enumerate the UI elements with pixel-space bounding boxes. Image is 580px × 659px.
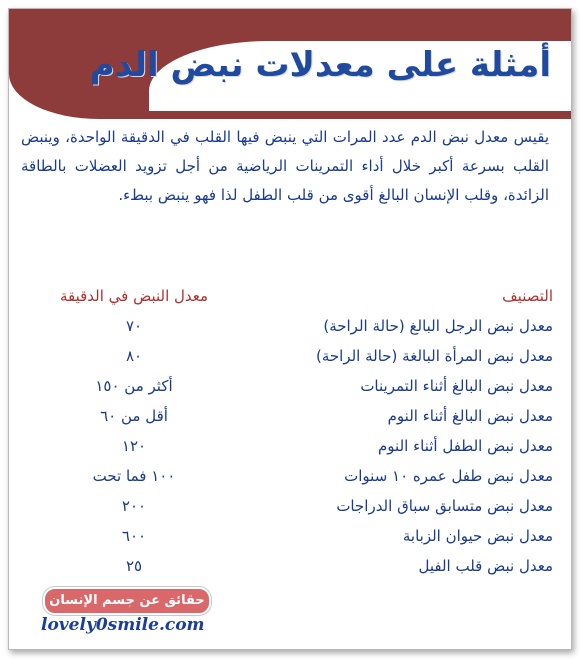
row-type: معدل نبض الطفل أثناء النوم [378, 437, 553, 455]
table-row [31, 311, 553, 341]
article-card [8, 8, 572, 650]
table-row [31, 371, 553, 401]
table-row [31, 431, 553, 461]
table-row [31, 491, 553, 521]
row-rate: أكثر من ١٥٠ [95, 377, 173, 395]
row-rate: ٢٥ [125, 557, 143, 575]
row-type: معدل نبض متسابق سباق الدراجات [336, 497, 553, 515]
logo-url: lovely0smile.com [41, 615, 205, 635]
table-row [31, 551, 553, 581]
row-rate: ٨٠ [125, 347, 143, 365]
table-row [31, 521, 553, 551]
row-type: معدل نبض البالغ أثناء التمرينات [360, 377, 553, 395]
row-type: معدل نبض الرجل البالغ (حالة الراحة) [323, 317, 553, 335]
table-row [31, 461, 553, 491]
table-row [31, 401, 553, 431]
row-rate: ٢٠٠ [121, 497, 147, 515]
row-rate: ٧٠ [125, 317, 143, 335]
logo-label: حقائق عن جسم الإنسان [43, 587, 211, 615]
pulse-rate-table [31, 281, 553, 581]
row-type: معدل نبض قلب الفيل [418, 557, 553, 575]
site-logo[interactable] [37, 587, 212, 641]
column-header-rate: معدل النبض في الدقيقة [59, 287, 209, 305]
row-rate: ١٠٠ فما تحت [92, 467, 176, 485]
row-type: معدل نبض البالغ أثناء النوم [387, 407, 553, 425]
row-rate: ١٢٠ [121, 437, 147, 455]
page-title: أمثلة على معدلات نبض الدم [89, 45, 551, 85]
column-header-type: التصنيف [502, 287, 553, 305]
row-rate: أقل من ٦٠ [100, 407, 168, 425]
table-row [31, 341, 553, 371]
row-type: معدل نبض طفل عمره ١٠ سنوات [344, 467, 553, 485]
intro-paragraph: يقيس معدل نبض الدم عدد المرات التي ينبض فيها القلب في الدقيقة الواحدة، وينبض القلب بسرعة أكبر خلال أداء التمرينات الرياضية من أجل تزويد العضلات بالطاقة الزائدة، وقلب الإنسان البالغ أقوى من قلب الطفل لذا فهو ينبض ببطء. [21, 128, 549, 204]
row-rate: ٦٠٠ [121, 527, 147, 545]
table-header-row [31, 281, 553, 311]
row-type: معدل نبض حيوان الزبابة [402, 527, 553, 545]
row-type: معدل نبض المرأة البالغة (حالة الراحة) [315, 347, 553, 365]
